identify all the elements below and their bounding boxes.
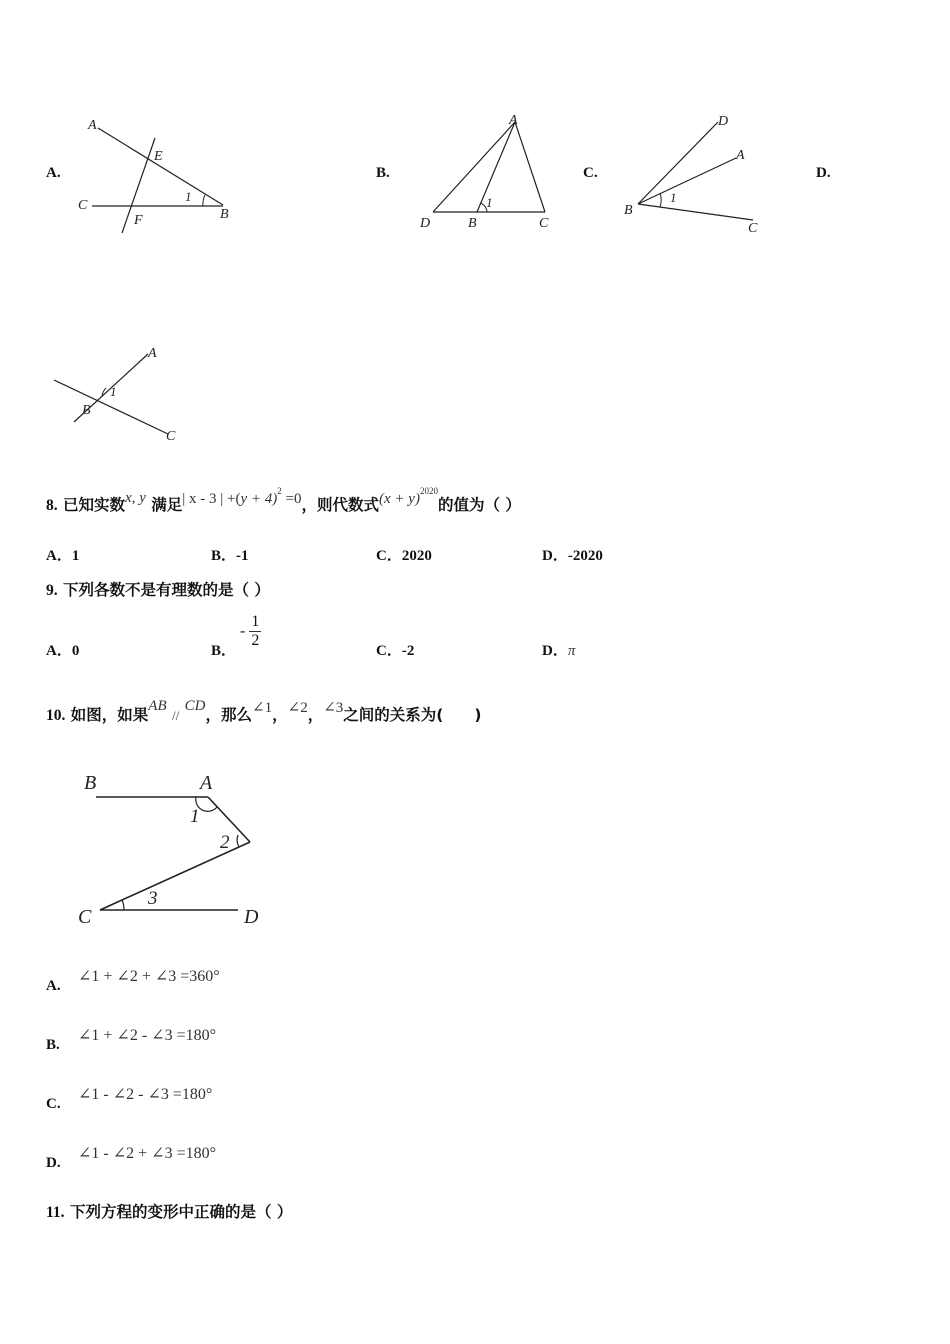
- q9-option-d: D．π: [542, 643, 576, 659]
- q9-option-a: A．0: [46, 643, 80, 659]
- q8-expression: $(x + y)^{2020}$: [379, 486, 438, 507]
- q7-option-b-label: B.: [376, 165, 390, 181]
- q7-option-c-label: C.: [583, 165, 598, 181]
- q10-fig-label-a: A: [200, 772, 213, 794]
- q8-vars: x, y: [125, 490, 146, 506]
- q7d-label-1: 1: [110, 384, 117, 399]
- q8-text-before: 已知实数: [63, 496, 126, 514]
- q10-cd: CD: [184, 698, 206, 714]
- q7a-label-a: A: [88, 118, 97, 133]
- q10-text-before: 如图，如果: [70, 706, 149, 724]
- q7-figure-a: [70, 110, 240, 240]
- q10-ab: AB: [148, 698, 167, 714]
- question-11: [46, 1200, 292, 1222]
- q10-fig-label-d: D: [244, 906, 259, 928]
- q10-fig-label-1: 1: [190, 806, 200, 827]
- q10-text-mid: ，那么: [205, 706, 253, 724]
- q7c-label-a: A: [736, 148, 745, 163]
- q9-option-c: C．-2: [376, 643, 415, 659]
- q8-option-c: C．2020: [376, 548, 432, 564]
- q7a-label-e: E: [154, 149, 163, 164]
- q7d-label-b: B: [82, 403, 91, 418]
- q7c-label-c: C: [748, 221, 758, 236]
- q8-text-mid: 满足: [151, 496, 183, 514]
- q7-figure-d: [40, 340, 200, 450]
- q10-figure: [70, 765, 280, 930]
- question-9: [46, 578, 270, 600]
- q7b-label-b: B: [468, 216, 477, 231]
- q7c-label-d: D: [718, 114, 729, 129]
- q10-option-a-label: A.: [46, 978, 61, 994]
- q10-fig-label-3: 3: [148, 888, 158, 909]
- q8-number: 8.: [46, 497, 58, 514]
- q10-option-c-label: C.: [46, 1096, 61, 1112]
- q11-text: 下列方程的变形中正确的是（ ）: [69, 1203, 293, 1221]
- q7-option-a-label: A.: [46, 165, 61, 181]
- q7a-label-b: B: [220, 207, 229, 222]
- q10-angle2: ∠2: [287, 700, 308, 716]
- q8-text-mid2: ，则代数式: [301, 496, 380, 514]
- q7b-label-c: C: [539, 216, 549, 231]
- q10-fig-label-2: 2: [220, 832, 230, 853]
- q7d-label-c: C: [166, 429, 176, 444]
- q9-option-b-label: B．: [211, 643, 237, 659]
- q10-angle3: ∠3: [323, 700, 344, 716]
- q10-sep2: ，: [307, 706, 324, 724]
- q10-fig-label-b: B: [84, 772, 97, 794]
- question-10: [46, 698, 481, 725]
- q10-option-b-expr: ∠1 + ∠2 - ∠3 =180°: [78, 1027, 216, 1044]
- q10-angle1: ∠1: [252, 700, 273, 716]
- q10-option-b-label: B.: [46, 1037, 60, 1053]
- q9-option-b-value: - $\frac{1}{2}$: [240, 613, 260, 649]
- question-8: [46, 486, 521, 515]
- q8-condition: | x - 3 | $+(y + 4)^2 =0$: [182, 486, 302, 507]
- q8-option-d: D．-2020: [542, 548, 603, 564]
- q7d-label-a: A: [148, 346, 157, 361]
- q7-figure-b: [415, 110, 565, 235]
- q10-option-c-expr: ∠1 - ∠2 - ∠3 =180°: [78, 1086, 213, 1103]
- q11-number: 11.: [46, 1204, 65, 1221]
- q7c-label-b: B: [624, 203, 633, 218]
- q10-option-a-expr: ∠1 + ∠2 + ∠3 =360°: [78, 968, 220, 985]
- q10-fig-label-c: C: [78, 906, 92, 928]
- q9-number: 9.: [46, 582, 58, 599]
- q10-option-d-expr: ∠1 - ∠2 + ∠3 =180°: [78, 1145, 216, 1162]
- q10-parallel: //: [172, 708, 180, 723]
- q7a-label-f: F: [134, 213, 143, 228]
- q7a-label-1: 1: [185, 189, 192, 204]
- q8-text-after: 的值为（ ）: [437, 496, 521, 514]
- q10-text-after: 之间的关系为( ): [343, 706, 482, 724]
- q10-sep1: ，: [272, 706, 288, 724]
- q8-option-b: B．-1: [211, 548, 249, 564]
- q7-option-d-label: D.: [816, 165, 831, 181]
- q7b-label-a: A: [509, 113, 518, 128]
- q7c-label-1: 1: [670, 190, 677, 205]
- q9-text: 下列各数不是有理数的是（ ）: [63, 581, 270, 599]
- q8-option-a: A．1: [46, 548, 80, 564]
- q7-figure-c: [618, 108, 768, 238]
- q7a-label-c: C: [78, 198, 88, 213]
- q7b-label-d: D: [420, 216, 431, 231]
- q10-option-d-label: D.: [46, 1155, 61, 1171]
- q10-number: 10.: [46, 707, 66, 724]
- q7b-label-1: 1: [486, 195, 493, 210]
